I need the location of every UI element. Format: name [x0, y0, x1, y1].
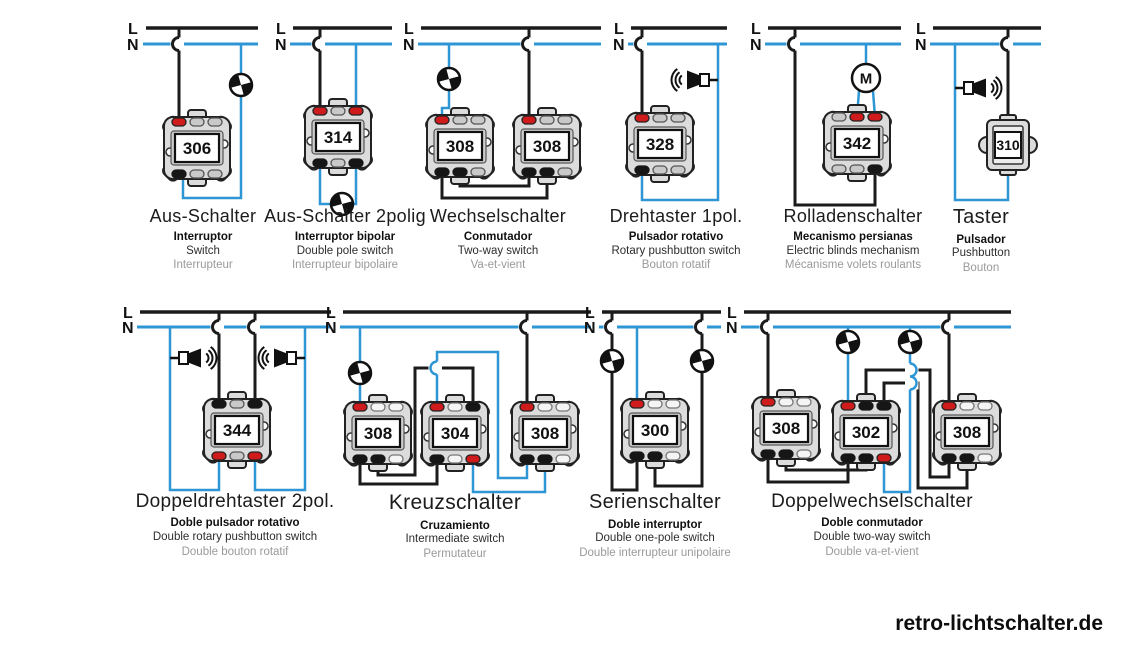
buzzer-icon: [259, 347, 306, 369]
bus-l-label: L: [614, 21, 624, 38]
caption-title: Kreuzschalter: [388, 491, 522, 514]
bus-n-label: N: [584, 320, 596, 337]
terminal-red: [520, 403, 534, 411]
terminal-black: [859, 454, 873, 462]
switch-306: [161, 110, 233, 186]
terminal-black: [761, 450, 775, 458]
terminal-black: [520, 455, 534, 463]
switch-number-label: 306: [182, 139, 212, 158]
terminal-red: [248, 452, 262, 460]
terminal-black: [349, 159, 363, 167]
switch-308: [931, 394, 1003, 470]
terminal-black: [313, 159, 327, 167]
caption-title: Rolladenschalter: [783, 206, 923, 226]
terminal-black: [453, 168, 467, 176]
switch-342: [821, 105, 893, 181]
terminal-black: [430, 455, 444, 463]
caption-line-en: Double two-way switch: [813, 530, 931, 543]
terminal-white: [556, 403, 570, 411]
caption-line-es: Pulsador rotativo: [628, 231, 724, 244]
caption-line-fr: Double bouton rotatif: [181, 545, 289, 558]
diagram-doppelwechselschalter: [726, 305, 1011, 492]
terminal-gray: [653, 114, 667, 122]
terminal-black: [435, 168, 449, 176]
terminal-black: [353, 455, 367, 463]
terminal-gray: [850, 165, 864, 173]
terminal-white: [556, 455, 570, 463]
switch-number-label: 342: [842, 134, 872, 153]
terminal-black: [248, 400, 262, 408]
bus-n-label: N: [726, 320, 738, 337]
terminal-white: [648, 400, 662, 408]
lamp-icon: [691, 350, 713, 372]
brand-text: retro-lichtschalter.de: [895, 612, 1103, 635]
diagram-wechselschalter: [403, 21, 601, 198]
caption-line-fr: Permutateur: [423, 547, 487, 560]
caption-title: Aus-Schalter: [149, 206, 257, 226]
switch-308: [750, 390, 822, 466]
lamp-icon: [349, 362, 371, 384]
diagram-aus-schalter: [127, 21, 258, 198]
terminal-red: [761, 398, 775, 406]
switch-number-label: 308: [952, 423, 982, 442]
caption-title: Doppelwechselschalter: [771, 491, 973, 512]
switch-number-label: 304: [440, 424, 470, 443]
switch-number-label: 300: [640, 421, 670, 440]
bus-l-label: L: [916, 21, 926, 38]
terminal-gray: [331, 107, 345, 115]
caption-line-es: Interruptor: [173, 231, 233, 244]
bus-n-label: N: [275, 37, 287, 54]
terminal-red: [313, 107, 327, 115]
terminal-white: [389, 455, 403, 463]
caption-line-fr: Mécanisme volets roulants: [784, 259, 922, 272]
terminal-black: [635, 166, 649, 174]
switch-314: [302, 99, 374, 175]
lamp-icon: [601, 350, 623, 372]
terminal-white: [538, 403, 552, 411]
terminal-gray: [471, 116, 485, 124]
terminal-red: [841, 402, 855, 410]
terminal-red: [353, 403, 367, 411]
terminal-red: [522, 116, 536, 124]
terminal-gray: [671, 166, 685, 174]
terminal-red: [868, 113, 882, 121]
terminal-black: [522, 168, 536, 176]
terminal-gray: [832, 165, 846, 173]
bus-l-label: L: [727, 305, 737, 322]
diagram-drehtaster-1pol: [613, 21, 727, 200]
terminal-red: [435, 116, 449, 124]
lamp-icon: [837, 331, 859, 353]
terminal-red: [172, 118, 186, 126]
terminal-black: [877, 402, 891, 410]
caption-title: Wechselschalter: [429, 206, 567, 226]
buzzer-icon: [672, 69, 719, 91]
wire: [353, 163, 356, 204]
terminal-white: [797, 398, 811, 406]
caption-line-en: Switch: [186, 244, 220, 257]
terminal-black: [868, 165, 882, 173]
terminal-black: [630, 452, 644, 460]
terminal-white: [960, 402, 974, 410]
terminal-gray: [558, 116, 572, 124]
caption-line-es: Pulsador: [956, 233, 1006, 246]
bus-n-label: N: [613, 37, 625, 54]
buzzer-icon: [170, 347, 217, 369]
switch-308: [509, 395, 581, 471]
caption-line-en: Double pole switch: [296, 244, 394, 257]
terminal-gray: [208, 118, 222, 126]
caption-line-es: Doble conmutador: [821, 517, 923, 530]
bus-l-label: L: [123, 305, 133, 322]
bus-l-label: L: [751, 21, 761, 38]
terminal-gray: [832, 113, 846, 121]
switch-number-label: 302: [851, 423, 881, 442]
terminal-black: [212, 400, 226, 408]
caption-line-en: Double one-pole switch: [595, 532, 715, 545]
caption-line-fr: Double interrupteur unipolaire: [579, 546, 731, 559]
terminal-red: [635, 114, 649, 122]
terminal-black: [779, 450, 793, 458]
bus-n-label: N: [325, 320, 337, 337]
caption-taster: [811, 206, 1133, 275]
switch-number-label: 308: [771, 419, 801, 438]
caption-line-en: Double rotary pushbutton switch: [152, 530, 318, 543]
bus-l-label: L: [404, 21, 414, 38]
caption-line-fr: Double va-et-vient: [825, 545, 919, 558]
bus-l-label: L: [276, 21, 286, 38]
buzzer-icon: [955, 77, 1002, 99]
terminal-black: [960, 454, 974, 462]
caption-line-es: Doble pulsador rotativo: [170, 517, 300, 530]
svg-text:M: M: [859, 70, 873, 88]
caption-line-es: Mecanismo persianas: [793, 231, 913, 244]
terminal-red: [942, 402, 956, 410]
diagram-doppeldrehtaster-2pol: [122, 305, 331, 490]
switch-number-label: 310: [996, 137, 1020, 153]
caption-doppelwechselschalter: [702, 491, 1042, 559]
terminal-red: [349, 107, 363, 115]
caption-line-fr: Va-et-vient: [470, 259, 526, 272]
caption-title: Serienschalter: [588, 491, 722, 513]
terminal-black: [371, 455, 385, 463]
bus-n-label: N: [915, 37, 927, 54]
switch-344: [201, 392, 273, 468]
caption-line-en: Two-way switch: [457, 244, 539, 257]
caption-line-en: Intermediate switch: [405, 533, 505, 546]
terminal-gray: [208, 170, 222, 178]
terminal-black: [466, 403, 480, 411]
terminal-white: [797, 450, 811, 458]
caption-line-fr: Bouton rotatif: [641, 259, 711, 272]
bus-n-label: N: [127, 37, 139, 54]
terminal-black: [859, 402, 873, 410]
switch-308: [342, 395, 414, 471]
caption-line-fr: Interrupteur: [173, 259, 233, 272]
caption-title: Aus-Schalter 2polig: [264, 206, 426, 226]
terminal-gray: [540, 116, 554, 124]
terminal-white: [371, 403, 385, 411]
diagram-aus-schalter-2polig: [275, 21, 392, 215]
terminal-white: [448, 403, 462, 411]
caption-line-es: Conmutador: [463, 231, 533, 244]
bus-n-label: N: [750, 37, 762, 54]
terminal-black: [942, 454, 956, 462]
terminal-red: [877, 454, 891, 462]
terminal-gray: [471, 168, 485, 176]
terminal-gray: [453, 116, 467, 124]
switch-308: [511, 108, 583, 184]
switch-310: [979, 115, 1037, 175]
caption-line-es: Interruptor bipolar: [294, 231, 396, 244]
caption-line-en: Pushbutton: [951, 247, 1011, 260]
caption-line-en: Rotary pushbutton switch: [611, 244, 741, 257]
terminal-red: [466, 455, 480, 463]
switch-number-label: 328: [645, 135, 675, 154]
switch-number-label: 344: [222, 421, 252, 440]
switch-number-label: 308: [532, 137, 562, 156]
switch-number-label: 308: [445, 137, 475, 156]
switch-328: [624, 106, 696, 182]
caption-title: Doppeldrehtaster 2pol.: [135, 491, 335, 512]
caption-line-en: Electric blinds mechanism: [786, 244, 920, 257]
terminal-white: [779, 398, 793, 406]
caption-line-es: Cruzamiento: [420, 519, 490, 532]
switch-number-label: 308: [530, 424, 560, 443]
terminal-red: [212, 452, 226, 460]
bus-l-label: L: [326, 305, 336, 322]
terminal-gray: [331, 159, 345, 167]
terminal-gray: [190, 170, 204, 178]
caption-title: Taster: [952, 206, 1010, 228]
terminal-white: [978, 402, 992, 410]
terminal-white: [448, 455, 462, 463]
terminal-red: [630, 400, 644, 408]
caption-line-fr: Interrupteur bipolaire: [291, 259, 399, 272]
terminal-black: [540, 168, 554, 176]
terminal-black: [648, 452, 662, 460]
terminal-white: [666, 452, 680, 460]
diagram-kreuzschalter: [325, 305, 591, 492]
lamp-icon: [438, 68, 460, 90]
caption-title: Drehtaster 1pol.: [609, 206, 743, 226]
terminal-white: [978, 454, 992, 462]
terminal-gray: [190, 118, 204, 126]
lamp-icon: [230, 74, 252, 96]
terminal-red: [850, 113, 864, 121]
lamp-icon: [899, 331, 921, 353]
switch-number-label: 314: [323, 128, 353, 147]
terminal-gray: [653, 166, 667, 174]
terminal-gray: [230, 400, 244, 408]
switch-304: [419, 395, 491, 471]
motor-icon: [852, 64, 880, 92]
bus-l-label: L: [128, 21, 138, 38]
switch-302: [830, 394, 902, 470]
caption-line-fr: Bouton: [962, 261, 1000, 274]
switch-300: [619, 392, 691, 468]
terminal-black: [172, 170, 186, 178]
terminal-white: [389, 403, 403, 411]
terminal-black: [841, 454, 855, 462]
terminal-gray: [558, 168, 572, 176]
terminal-black: [538, 455, 552, 463]
caption-line-es: Doble interruptor: [608, 518, 702, 531]
diagram-rolladenschalter: [750, 21, 901, 205]
bus-l-label: L: [585, 305, 595, 322]
bus-n-label: N: [403, 37, 415, 54]
switch-number-label: 308: [363, 424, 393, 443]
diagram-serienschalter: [584, 305, 721, 490]
bus-n-label: N: [122, 320, 134, 337]
diagram-taster: [915, 21, 1041, 200]
terminal-white: [666, 400, 680, 408]
switch-308: [424, 108, 496, 184]
terminal-red: [430, 403, 444, 411]
terminal-gray: [671, 114, 685, 122]
terminal-gray: [230, 452, 244, 460]
